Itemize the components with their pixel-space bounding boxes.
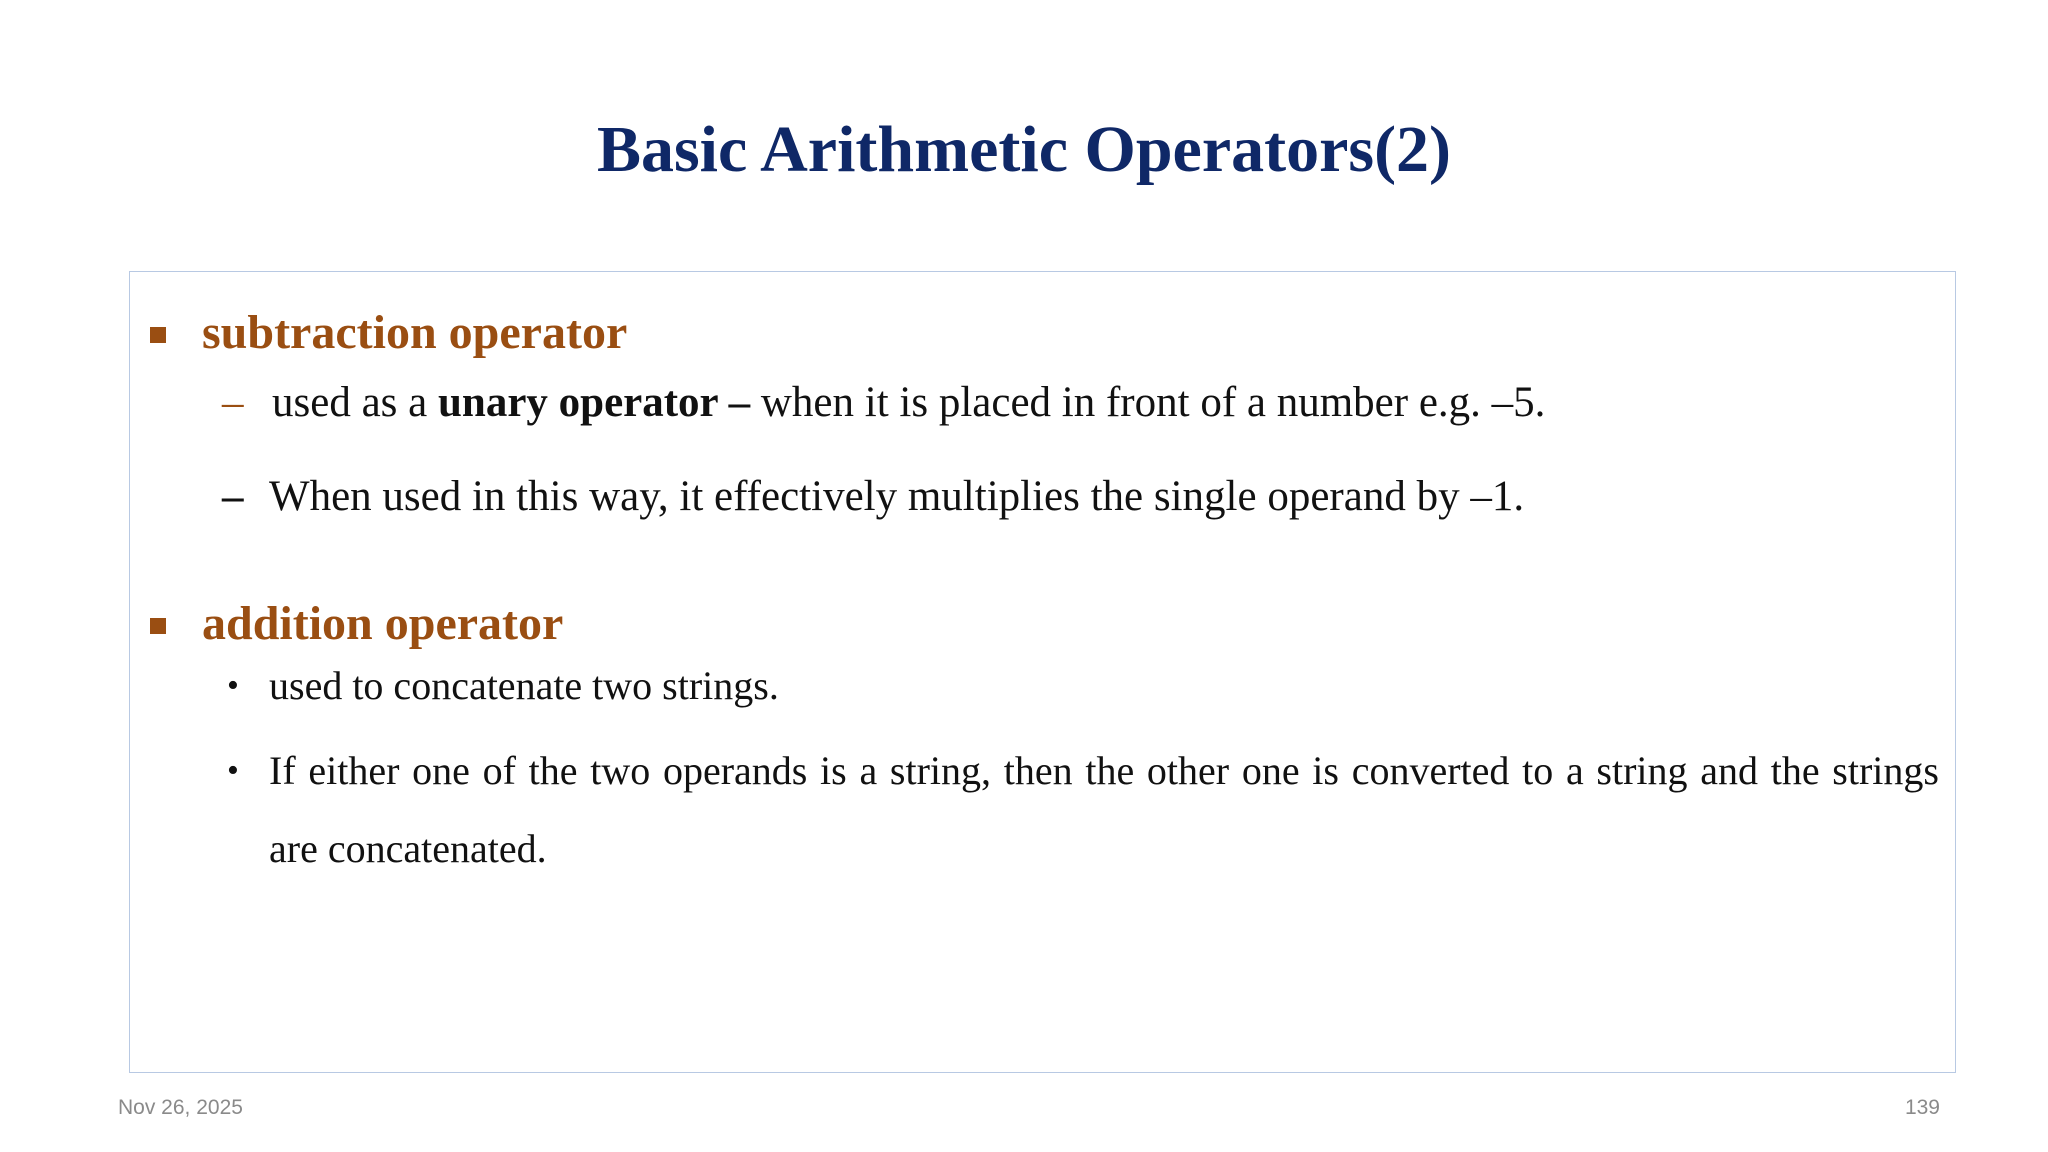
content-box [129,271,1956,1073]
square-bullet-icon [150,618,166,634]
slide-title: Basic Arithmetic Operators(2) [596,113,1452,186]
bold-term: unary operator – [437,379,751,426]
round-bullet-icon: • [227,752,239,789]
list-item-text [272,364,1545,442]
list-item-text: If either one of the two operands is a string, then the other one is converted to a string and the strings are concatenated. [269,748,1939,871]
dash-bullet-icon: – [222,473,244,520]
list-item-text: used to concatenate two strings. [269,663,779,708]
list-item-text: When used in this way, it effectively multiplies the single operand by –1. [269,473,1525,520]
section-heading: subtraction operator [202,306,628,359]
text-segment: when it is placed in front of a number e.g. –5. [750,379,1546,426]
round-bullet-icon: • [227,667,239,704]
footer-date: Nov 26, 2025 [118,1096,243,1119]
square-bullet-icon [150,327,166,343]
section-heading: addition operator [202,597,564,650]
dash-bullet-icon: – [222,379,244,426]
footer-page-number: 139 [1904,1096,1940,1119]
text-segment: used as a [272,379,438,426]
